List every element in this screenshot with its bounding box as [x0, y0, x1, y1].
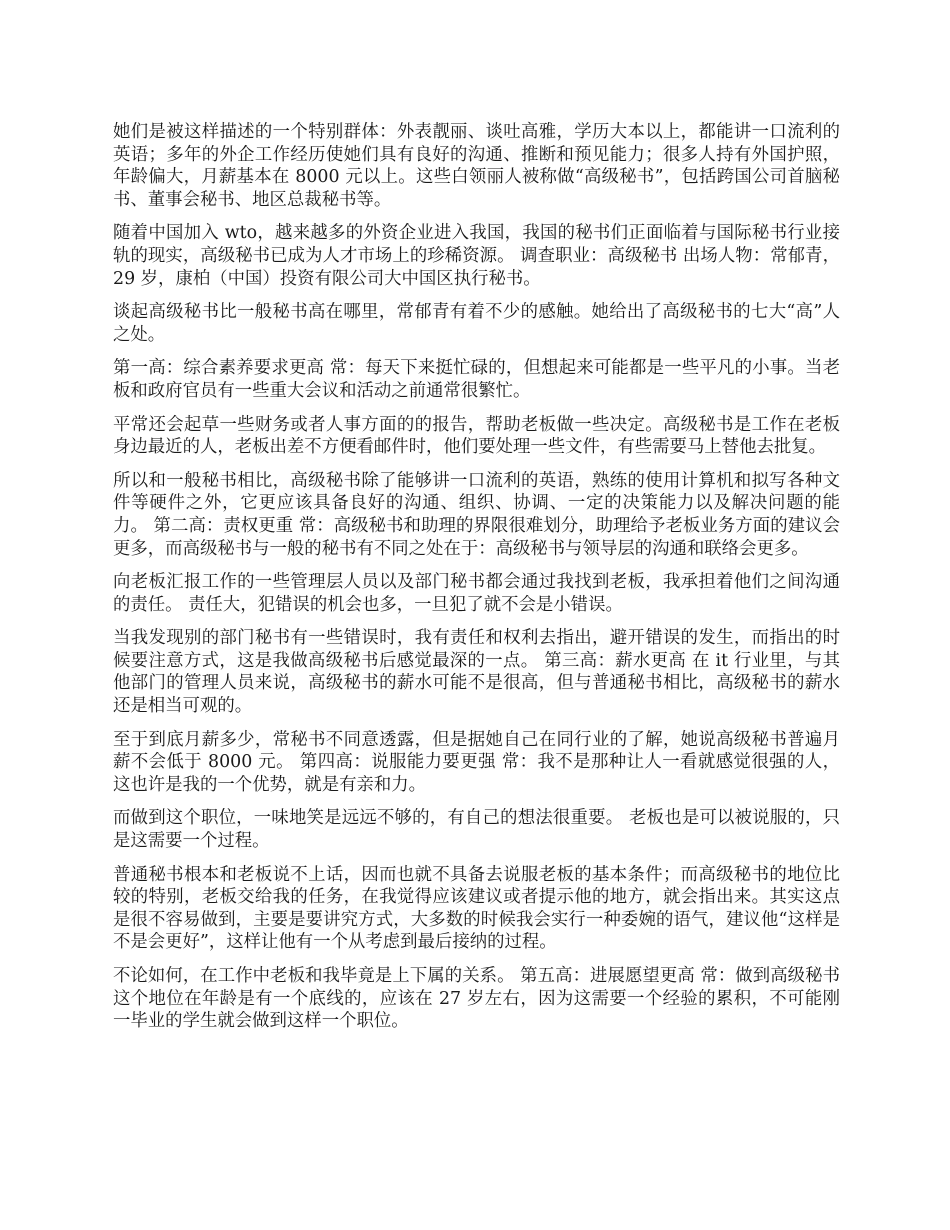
paragraph-12: 不论如何，在工作中老板和我毕竟是上下属的关系。 第五高：进展愿望更高 常：做到高级秘书这个地位在年龄是有一个底线的，应该在 27 岁左右，因为这需要一个经验的累积，不可能刚一毕业的学生就会做到这样一个职位。 — [113, 966, 840, 1032]
paragraph-2: 随着中国加入 wto，越来越多的外资企业进入我国，我国的秘书们正面临着与国际秘书行业接轨的现实，高级秘书已成为人才市场上的珍稀资源。 调查职业：高级秘书 出场人物：常郁青，29 岁，康柏（中国）投资有限公司大中国区执行秘书。 — [113, 223, 840, 289]
paragraph-4: 第一高：综合素养要求更高 常：每天下来挺忙碌的，但想起来可能都是一些平凡的小事。当老板和政府官员有一些重大会议和活动之前通常很繁忙。 — [113, 358, 840, 401]
paragraph-11: 普通秘书根本和老板说不上话，因而也就不具备去说服老板的基本条件；而高级秘书的地位比较的特别，老板交给我的任务，在我觉得应该建议或者提示他的地方，就会指出来。其实这点是很不容易做到，主要是要讲究方式，大多数的时候我会实行一种委婉的语气，建议他“这样是不是会更好”，这样让他有一个从考虑到最后接纳的过程。 — [113, 864, 840, 953]
paragraph-9: 至于到底月薪多少，常秘书不同意透露，但是据她自己在同行业的了解，她说高级秘书普遍月薪不会低于 8000 元。 第四高：说服能力要更强 常：我不是那种让人一看就感觉很强的人，这也许是我的一个优势，就是有亲和力。 — [113, 729, 840, 795]
document-body — [113, 121, 840, 1044]
paragraph-5: 平常还会起草一些财务或者人事方面的的报告，帮助老板做一些决定。高级秘书是工作在老板身边最近的人，老板出差不方便看邮件时，他们要处理一些文件，有些需要马上替他去批复。 — [113, 414, 840, 458]
paragraph-3: 谈起高级秘书比一般秘书高在哪里，常郁青有着不少的感触。她给出了高级秘书的七大“高”人之处。 — [113, 302, 840, 345]
paragraph-6: 所以和一般秘书相比，高级秘书除了能够讲一口流利的英语，熟练的使用计算机和拟写各种文件等硬件之外，它更应该具备良好的沟通、组织、协调、一定的决策能力以及解决问题的能力。 第二高：责权更重 常：高级秘书和助理的界限很难划分，助理给予老板业务方面的建议会更多，而高级秘书与一般的秘书有不同之处在于：高级秘书与领导层的沟通和联络会更多。 — [113, 470, 840, 559]
paragraph-1: 她们是被这样描述的一个特别群体：外表靓丽、谈吐高雅，学历大本以上，都能讲一口流利的英语；多年的外企工作经历使她们具有良好的沟通、推断和预见能力；很多人持有外国护照，年龄偏大，月薪基本在 8000 元以上。这些白领丽人被称做“高级秘书”，包括跨国公司首脑秘书、董事会秘书、地区总裁秘书等。 — [113, 122, 840, 210]
paragraph-7: 向老板汇报工作的一些管理层人员以及部门秘书都会通过我找到老板，我承担着他们之间沟通的责任。 责任大，犯错误的机会也多，一旦犯了就不会是小错误。 — [113, 572, 840, 615]
paragraph-8: 当我发现别的部门秘书有一些错误时，我有责任和权利去指出，避开错误的发生，而指出的时候要注意方式，这是我做高级秘书后感觉最深的一点。 第三高：薪水更高 在 it 行业里，与其他部门的管理人员来说，高级秘书的薪水可能不是很高，但与普通秘书相比，高级秘书的薪水还是相当可观的。 — [113, 628, 840, 717]
paragraph-10: 而做到这个职位，一味地笑是远远不够的，有自己的想法很重要。 老板也是可以被说服的，只是这需要一个过程。 — [113, 808, 840, 852]
